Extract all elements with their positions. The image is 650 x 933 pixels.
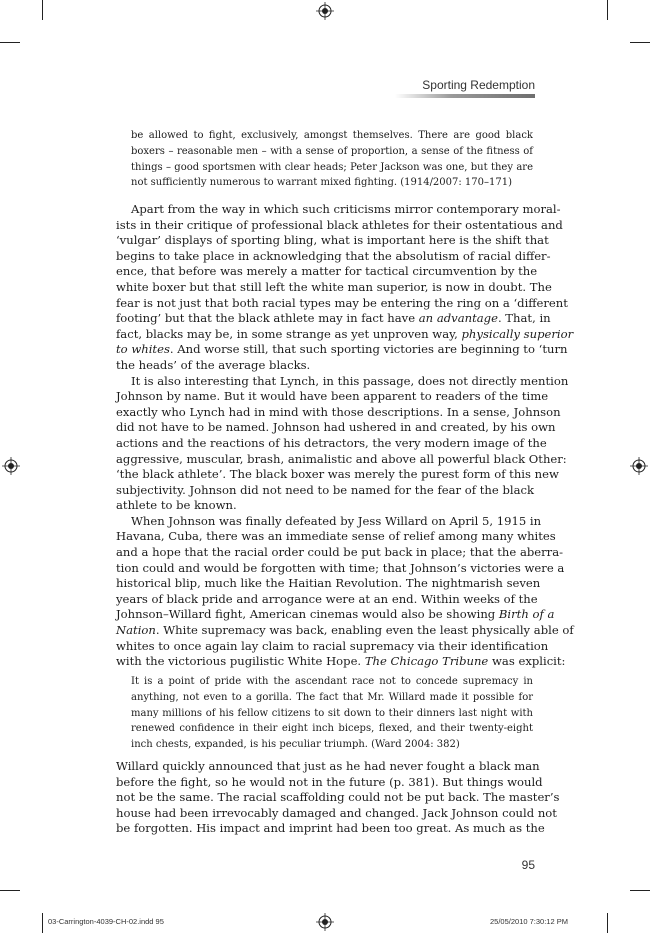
text-line [116,607,555,623]
page-number: 95 [521,858,535,872]
crop-mark-top-left-v [42,0,43,20]
text-run: Johnson–Willard fight, American cinemas would also be showing [116,607,499,622]
emphasis-chicago-tribune: The Chicago Tribune [364,654,489,669]
paragraph-willard-defeat [116,513,574,670]
crop-mark-top-right-v [607,0,608,20]
text-line: tion could and would be forgotten with time; that Johnson’s victories were a [116,560,565,575]
crop-mark-top-right-h [630,42,650,43]
block-quote-lynch [131,128,533,191]
text-line: aggressive, muscular, brash, animalistic and above all powerful black Other: [116,451,567,466]
emphasis-physically-superior: physically superior [461,326,574,341]
quote-line: anything, not even to a gorilla. The fact that Mr. Willard made it possible for [131,691,533,703]
crop-mark-bottom-right-h [630,890,650,891]
text-run: . That, in [497,311,551,326]
crop-mark-bottom-left-v [42,913,43,933]
quote-line: be allowed to fight, exclusively, amongst themselves. There are good black [131,130,533,141]
text-line: ‘vulgar’ displays of sporting bling, what is important here is the shift that [116,233,549,248]
text-line: fear is not just that both racial types may be entering the ring on a ‘different [116,295,568,310]
text-line: be forgotten. His impact and imprint had been too great. As much as the [116,821,545,836]
text-line: ence, that before was merely a matter for tactical circumvention by the [116,264,538,279]
text-line [116,623,574,639]
quote-line: not sufficiently numerous to warrant mixed fighting. (1914/2007: 170–171) [131,177,513,189]
text-line: subjectivity. Johnson did not need to be named for the fear of the black [116,482,534,497]
crop-mark-top-left-h [0,42,20,43]
text-line: whites to once again lay claim to racial supremacy via their identification [116,638,549,653]
text-line: begins to take place in acknowledging that the absolutism of racial differ- [116,248,551,263]
running-head: Sporting Redemption [422,78,535,92]
text-line: When Johnson was finally defeated by Jess Willard on April 5, 1915 in [131,513,542,528]
emphasis-advantage: an advantage [418,311,498,326]
text-line: ists in their critique of professional black athletes for their ostentatious and [116,217,563,232]
text-line: Johnson by name. But it would have been apparent to readers of the time [116,389,549,404]
body-text-main [116,202,574,670]
crop-mark-bottom-right-v [607,913,608,933]
text-line: Willard quickly announced that just as he had never fought a black man [116,759,540,773]
text-line: did not have to be named. Johnson had ushered in and created, by his own [116,420,556,435]
text-line: house had been irrevocably damaged and changed. Jack Johnson could not [116,805,557,820]
text-line: historical blip, much like the Haitian Revolution. The nightmarish seven [116,576,541,591]
text-line: actions and the reactions of his detractors, the very modern image of the [116,435,547,450]
text-line: exactly who Lynch had in mind with those descriptions. In a sense, Johnson [116,404,561,419]
text-line: It is also interesting that Lynch, in this passage, does not directly mention [131,373,569,388]
text-line: athlete to be known. [116,498,237,513]
text-line: white boxer but that still left the white man superior, is now in doubt. The [116,279,552,294]
block-quote-tribune [131,674,533,753]
text-run: fact, blacks may be, in some strange as yet unproven way, [116,326,462,341]
emphasis-birth-of-a: Birth of a [498,607,555,622]
registration-mark-bottom-icon [316,913,334,931]
slug-timestamp: 25/05/2010 7:30:12 PM [490,917,568,926]
text-line: the heads’ of the average blacks. [116,357,311,372]
emphasis-nation: Nation [116,623,156,638]
text-line [116,654,566,670]
text-line: not be the same. The racial scaffolding could not be put back. The master’s [116,790,560,805]
text-line: years of black pride and arrogance were at an end. Within weeks of the [116,591,538,606]
paragraph-willard-announcement [116,759,560,837]
quote-line: It is a point of pride with the ascendant race not to concede supremacy in [131,676,533,687]
quote-line: renewed confidence in their eight inch biceps, flexed, and their twenty-eight [131,723,533,735]
text-line [116,326,574,343]
registration-mark-right-icon [630,457,648,475]
crop-mark-bottom-left-h [0,890,20,891]
registration-mark-left-icon [2,457,20,475]
text-line [116,311,551,327]
registration-mark-top-icon [316,2,334,20]
text-line: Havana, Cuba, there was an immediate sense of relief among many whites [116,529,556,544]
text-line [116,342,568,358]
quote-line: boxers – reasonable men – with a sense of proportion, a sense of the fitness of [131,145,533,157]
slug-filename: 03-Carrington-4039-CH-02.indd 95 [48,917,164,926]
text-line: Apart from the way in which such criticisms mirror contemporary moral- [131,202,561,216]
paragraph-criticisms [116,202,574,374]
text-run: footing’ but that the black athlete may in fact have [116,311,419,326]
running-head-rule [395,94,535,98]
text-run: . White supremacy was back, enabling even the least physically able of [155,623,574,638]
text-line: before the fight, so he would not in the future (p. 381). But things would [116,774,543,789]
paragraph-lynch-johnson [116,373,569,514]
text-run: with the victorious pugilistic White Hope. [116,654,365,669]
quote-line: things – good sportsmen with clear heads; Peter Jackson was one, but they are [131,161,533,173]
text-run: . And worse still, that such sporting victories are beginning to ‘turn [169,342,568,357]
quote-line: inch chests, expanded, is his peculiar triumph. (Ward 2004: 382) [131,739,460,751]
quote-line: many millions of his fellow citizens to sit down to their dinners last night with [131,707,533,719]
text-line: ‘the black athlete’. The black boxer was merely the purest form of this new [116,467,559,482]
emphasis-to-whites: to whites [116,342,170,357]
text-line: and a hope that the racial order could be put back in place; that the aberra- [116,545,564,560]
text-run: was explicit: [488,654,566,669]
